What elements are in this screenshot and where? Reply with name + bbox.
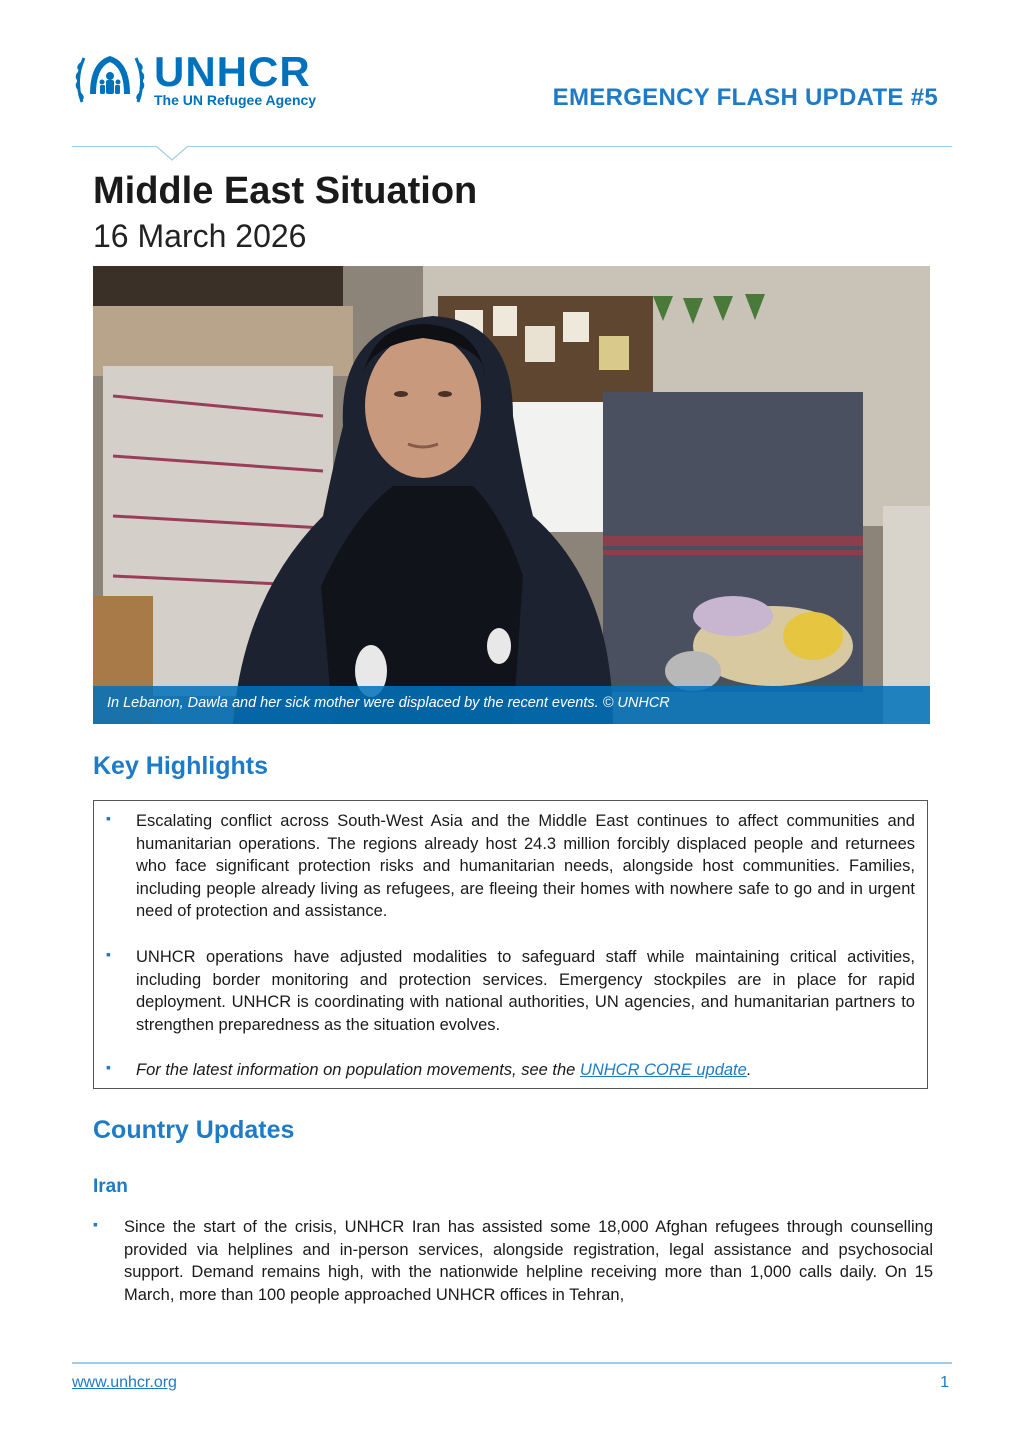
list-item: [106, 946, 915, 1036]
square-bullet-icon: ▪: [106, 810, 111, 826]
list-item: [106, 810, 915, 923]
highlight-text: Escalating conflict across South-West Asia and the Middle East continues to affect communities and humanitarian operations. The regions already host 24.3 million forcibly displaced people and returnees who face significant protection risks and humanitarian needs, alongside host communities. Families, including people already living as refugees, are fleeing their homes with nowhere safe to go and in urgent need of protection and assistance.: [136, 812, 915, 920]
unhcr-logo[interactable]: [72, 48, 316, 112]
page-date: 16 March 2026: [93, 218, 307, 254]
key-highlights-box: [93, 800, 928, 1089]
page-number: 1: [940, 1374, 949, 1391]
website-link[interactable]: www.unhcr.org: [72, 1374, 177, 1391]
highlight-text: UNHCR operations have adjusted modalities to safeguard staff while maintaining critical activities, including border monitoring and protection services. Emergency stockpiles are in place for rapid deployment. UNHCR is coordinating with national authorities, UN agencies, and humanitarian partners to strengthen preparedness as the situation evolves.: [136, 948, 915, 1034]
highlight-text: [136, 1059, 915, 1082]
country-updates-heading: Country Updates: [93, 1116, 295, 1144]
footer-divider: [72, 1362, 952, 1364]
list-item: [106, 1059, 915, 1082]
square-bullet-icon: ▪: [106, 1059, 111, 1075]
update-label: EMERGENCY FLASH UPDATE #5: [552, 84, 938, 111]
logo-wordmark: UNHCR: [154, 48, 311, 95]
logo-tagline: The UN Refugee Agency: [154, 92, 317, 108]
list-item: [93, 1216, 933, 1306]
iran-heading: Iran: [93, 1176, 128, 1197]
header-divider: [72, 146, 952, 147]
square-bullet-icon: ▪: [106, 946, 111, 962]
page-title: Middle East Situation: [93, 170, 478, 212]
iran-update-text: Since the start of the crisis, UNHCR Iran has assisted some 18,000 Afghan refugees through counselling provided via helplines and in-person services, alongside registration, legal assistance and psychosocial support. Demand remains high, with the nationwide helpline receiving more than 1,000 calls daily. On 15 March, more than 100 people approached UNHCR offices in Tehran,: [124, 1218, 933, 1304]
chevron-down-icon: [156, 146, 188, 162]
cover-photo: [93, 266, 930, 724]
key-highlights-heading: Key Highlights: [93, 752, 269, 780]
photo-caption-bar: [93, 686, 930, 724]
photo-caption: In Lebanon, Dawla and her sick mother were displaced by the recent events. © UNHCR: [107, 695, 670, 711]
unhcr-emblem-icon: [72, 48, 148, 112]
square-bullet-icon: ▪: [93, 1216, 98, 1232]
core-update-link[interactable]: UNHCR CORE update: [579, 1061, 747, 1079]
cover-photo-illustration: [93, 266, 930, 724]
latest-info-suffix: .: [746, 1061, 752, 1079]
latest-info-prefix: For the latest information on population movements, see the: [136, 1061, 580, 1079]
